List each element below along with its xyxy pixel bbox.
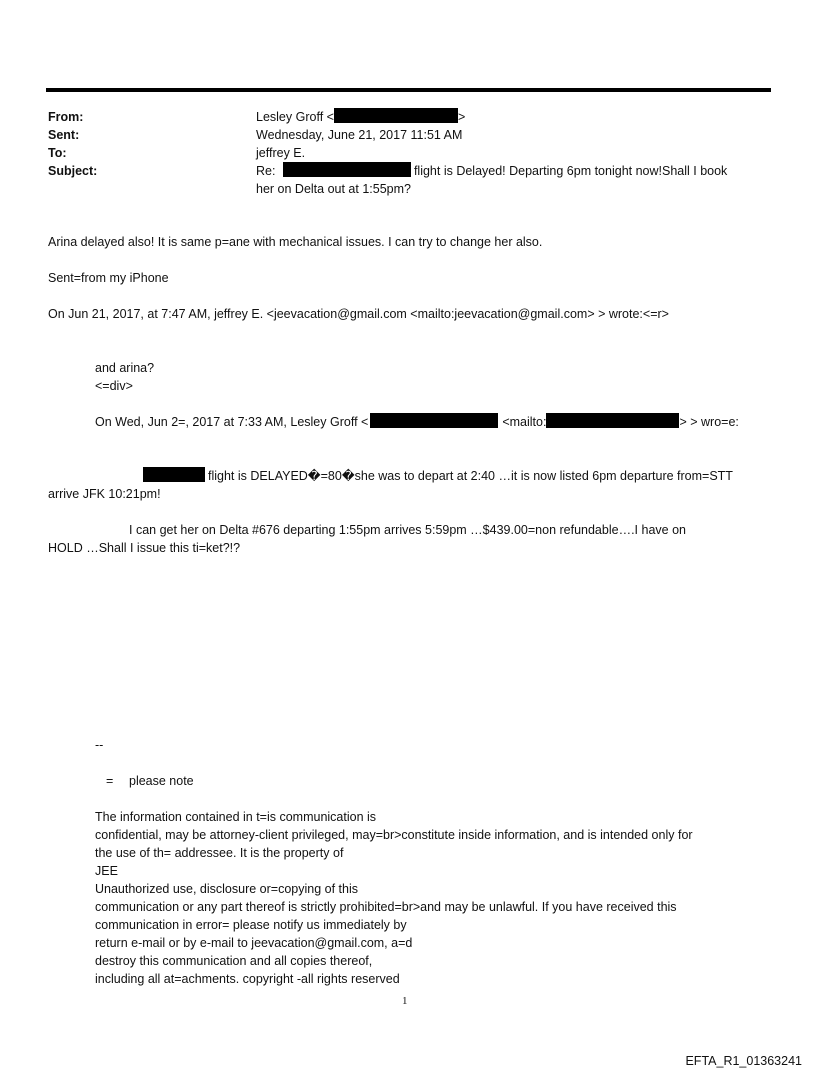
from-close: > bbox=[457, 110, 466, 124]
body-paragraph: Sent=from my iPhone bbox=[48, 271, 169, 285]
quoted-text: flight is DELAYED�=80�she was to depart at 2:40 …it is now listed 6pm departure from=STT bbox=[208, 469, 733, 483]
disclaimer-line: the use of th= addressee. It is the property of bbox=[95, 846, 344, 860]
subject-rest: flight is Delayed! Departing 6pm tonight now!Shall I book bbox=[413, 164, 728, 178]
body-paragraph: On Jun 21, 2017, at 7:47 AM, jeffrey E. <jeevacation@gmail.com <mailto:jeevacation@gmail.com> > wrote:<=r> bbox=[48, 307, 669, 321]
disclaimer-line: return e-mail or by e-mail to jeevacation@gmail.com, a=d bbox=[95, 936, 413, 950]
disclaimer-line: JEE bbox=[95, 864, 118, 878]
redaction-box bbox=[546, 413, 679, 428]
quoted-line: I can get her on Delta #676 departing 1:55pm arrives 5:59pm …$439.00=non refundable….I have on bbox=[129, 523, 686, 537]
redaction-box bbox=[370, 413, 498, 428]
sent-label: Sent: bbox=[48, 128, 80, 142]
redaction-box bbox=[143, 467, 205, 482]
note-equals: = bbox=[106, 774, 114, 788]
subject-line2: her on Delta out at 1:55pm? bbox=[256, 182, 411, 196]
disclaimer-line: destroy this communication and all copies thereof, bbox=[95, 954, 373, 968]
quoted-line: HOLD …Shall I issue this ti=ket?!? bbox=[48, 541, 241, 555]
subject-label: Subject: bbox=[48, 164, 98, 178]
disclaimer-line: communication or any part thereof is strictly prohibited=br>and may be unlawful. If you have received this bbox=[95, 900, 677, 914]
header-rule bbox=[46, 88, 771, 92]
quoted-header-mailto: <mailto: bbox=[502, 415, 547, 429]
note-heading: please note bbox=[129, 774, 194, 788]
quoted-line: <=div> bbox=[95, 379, 133, 393]
signature-separator: -- bbox=[95, 738, 104, 752]
to-value: jeffrey E. bbox=[256, 146, 306, 160]
disclaimer-line: including all at=achments. copyright -all rights reserved bbox=[95, 972, 400, 986]
quoted-header bbox=[95, 413, 739, 431]
redaction-box bbox=[283, 162, 411, 177]
quoted-line: and arina? bbox=[95, 361, 155, 375]
from-name: Lesley Groff < bbox=[256, 110, 334, 124]
quoted-header-text: On Wed, Jun 2=, 2017 at 7:33 AM, Lesley Groff < bbox=[95, 415, 369, 429]
subject-prefix: Re: bbox=[256, 164, 276, 178]
disclaimer-line: The information contained in t=is communication is bbox=[95, 810, 377, 824]
subject-value bbox=[256, 162, 727, 180]
from-value bbox=[256, 108, 465, 126]
from-label: From: bbox=[48, 110, 84, 124]
quoted-line: arrive JFK 10:21pm! bbox=[48, 487, 161, 501]
quoted-line bbox=[143, 467, 733, 485]
quoted-header-wrote: > > wro=e: bbox=[679, 415, 739, 429]
to-label: To: bbox=[48, 146, 67, 160]
page-number: 1 bbox=[402, 995, 408, 1007]
disclaimer-line: confidential, may be attorney-client privileged, may=br>constitute inside information, and is intended only for bbox=[95, 828, 693, 842]
sent-value: Wednesday, June 21, 2017 11:51 AM bbox=[256, 128, 463, 142]
bates-number: EFTA_R1_01363241 bbox=[685, 1054, 802, 1068]
body-paragraph: Arina delayed also! It is same p=ane with mechanical issues. I can try to change her also. bbox=[48, 235, 543, 249]
redaction-box bbox=[334, 108, 458, 123]
disclaimer-line: Unauthorized use, disclosure or=copying of this bbox=[95, 882, 358, 896]
disclaimer-line: communication in error= please notify us immediately by bbox=[95, 918, 407, 932]
